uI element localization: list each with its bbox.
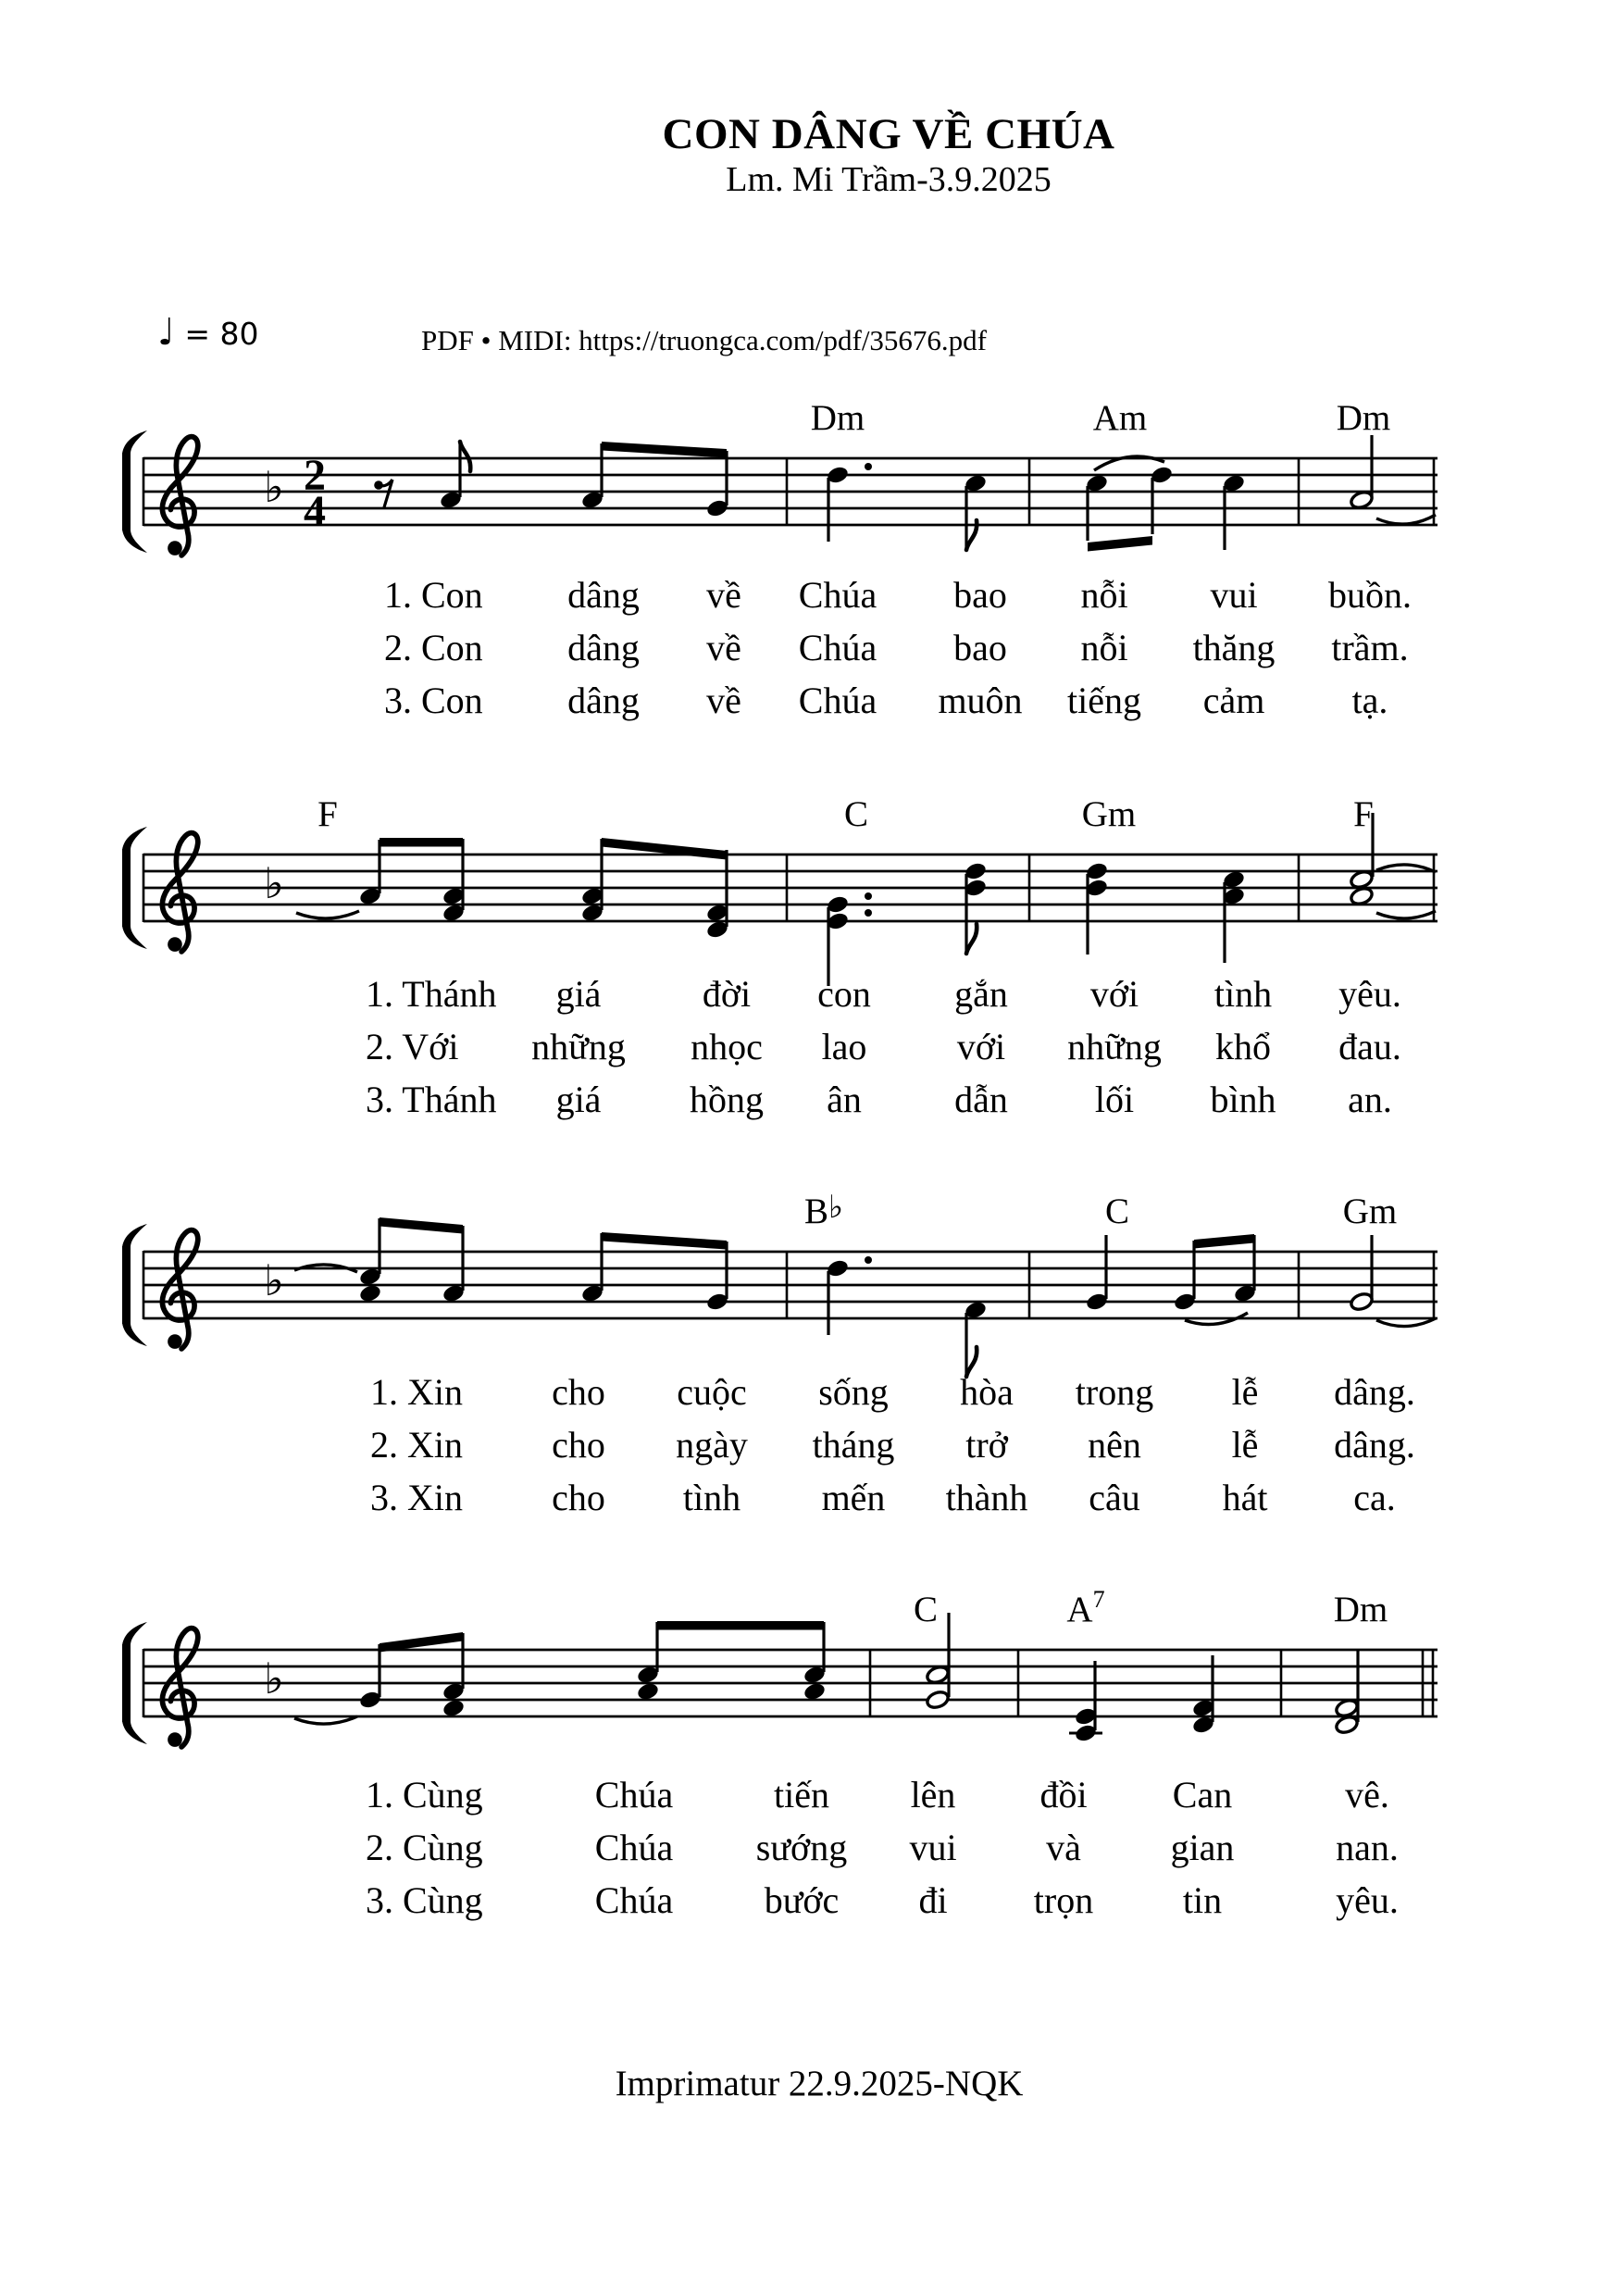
lyric-word: bao [953, 627, 1007, 668]
lyric-word: tiến [774, 1774, 829, 1816]
chord-label: F [1353, 794, 1374, 834]
lyric-word: Chúa [594, 1827, 674, 1868]
lyric-word: dâng [567, 627, 640, 668]
bracket-hook-top [122, 827, 147, 850]
bracket-hook-bottom [122, 926, 147, 949]
system-1 [122, 398, 1438, 555]
beam [380, 838, 463, 847]
bracket-hook-bottom [122, 1721, 147, 1744]
lyric-word: lao [821, 1026, 867, 1067]
verse-start: 3. Cùng [366, 1879, 483, 1921]
tie [1376, 515, 1436, 524]
system-2 [122, 794, 1438, 986]
beam [602, 442, 727, 458]
tie [1376, 911, 1436, 918]
pdf-midi-link-line[interactable]: PDF • MIDI: https://truongca.com/pdf/35676.pdf [421, 324, 988, 356]
lyric-word: an. [1348, 1079, 1392, 1120]
lyric-word: nỗi [1080, 627, 1128, 668]
lyric-word: gắn [954, 973, 1008, 1015]
lyric-word: thành [945, 1477, 1028, 1518]
system-bracket [122, 1644, 131, 1722]
beam [657, 1621, 824, 1630]
lyric-word: trầm. [1331, 627, 1409, 668]
quarter-note-icon: ♩ [157, 311, 175, 354]
beam [602, 1232, 727, 1250]
lyric-word: tháng [812, 1424, 895, 1466]
chord-label: Gm [1081, 794, 1137, 834]
lyric-word: hòa [960, 1371, 1014, 1413]
lyric-word: Chúa [798, 627, 877, 668]
key-signature-flat: ♭ [264, 860, 284, 907]
bracket-hook-bottom [122, 1323, 147, 1346]
tempo-value: = 80 [184, 316, 259, 352]
lyric-word: dẫn [954, 1079, 1008, 1120]
key-signature-flat: ♭ [264, 1655, 284, 1703]
lyric-word: sống [818, 1371, 889, 1413]
verse-start: 1. Con [384, 574, 483, 616]
lyric-word: nỗi [1080, 574, 1128, 616]
lyric-word: buồn. [1328, 574, 1412, 616]
song-title: CON DÂNG VỀ CHÚA [662, 110, 1115, 158]
lyric-word: đời [702, 973, 752, 1015]
chord-label: Dm [1336, 398, 1391, 438]
lyric-word: sướng [755, 1827, 848, 1868]
lyric-word: ca. [1353, 1477, 1396, 1518]
treble-clef-icon [162, 1230, 197, 1349]
lyric-word: nhọc [691, 1026, 763, 1067]
verse-start: 2. Cùng [366, 1827, 483, 1868]
lyric-word: con [817, 973, 871, 1015]
lyric-word: yêu. [1336, 1879, 1399, 1921]
bracket-hook-top [122, 430, 147, 454]
lyric-word: giá [555, 1079, 602, 1120]
time-sig-denominator: 4 [304, 487, 326, 536]
lyric-word: câu [1089, 1477, 1140, 1518]
lyric-word: trong [1075, 1371, 1154, 1413]
verse-start: 3. Thánh [366, 1079, 497, 1120]
lyric-word: ân [827, 1079, 862, 1120]
lyric-word: trọn [1033, 1879, 1094, 1921]
lyric-word: Chúa [594, 1774, 674, 1816]
chord-label: Dm [810, 398, 865, 438]
lyric-word: khổ [1215, 1026, 1271, 1067]
lyric-word: về [706, 680, 741, 721]
verse-start: 3. Con [384, 680, 483, 721]
beam [1194, 1234, 1254, 1249]
lyric-word: cảm [1202, 680, 1265, 721]
lyric-word: dâng [567, 574, 640, 616]
verse-start: 3. Xin [370, 1477, 463, 1518]
lyric-word: dâng [567, 680, 640, 721]
chord-label: Am [1092, 398, 1148, 438]
lyric-word: vê. [1345, 1774, 1389, 1816]
verse-start: 2. Xin [370, 1424, 463, 1466]
augmentation-dot [865, 1256, 872, 1264]
lyric-word: tin [1182, 1879, 1223, 1921]
chord-label: C [843, 794, 869, 834]
time-sig-numerator: 2 [304, 451, 326, 500]
half-notehead [926, 1690, 951, 1710]
lyric-word: đau. [1338, 1026, 1401, 1067]
lyric-word: lễ [1231, 1371, 1259, 1413]
lyric-word: bao [953, 574, 1007, 616]
lyric-word: với [956, 1026, 1006, 1067]
chord-label: B♭ [803, 1189, 844, 1231]
tie [296, 911, 359, 918]
lyric-word: tình [682, 1477, 741, 1518]
lyric-word: giá [555, 973, 602, 1015]
lyric-word: lễ [1231, 1424, 1259, 1466]
lyric-word: tạ. [1351, 680, 1388, 721]
augmentation-dot [865, 892, 872, 900]
lyric-word: dâng. [1334, 1371, 1415, 1413]
lyric-word: lối [1094, 1079, 1135, 1120]
treble-clef-icon [162, 833, 197, 952]
lyric-word: thăng [1192, 627, 1276, 668]
lyric-word: trở [965, 1424, 1008, 1466]
chord-label: C [913, 1590, 939, 1629]
lyric-word: vui [1210, 574, 1258, 616]
lyric-word: Can [1172, 1774, 1233, 1816]
lyric-word: muôn [938, 680, 1023, 721]
lyric-word: bước [764, 1879, 840, 1921]
eighth-flag [460, 442, 470, 471]
imprimatur-line: Imprimatur 22.9.2025-NQK [615, 2064, 1024, 2103]
system-bracket [122, 849, 131, 927]
lyric-word: nên [1088, 1424, 1141, 1466]
key-signature-flat: ♭ [264, 1257, 284, 1304]
lyric-word: những [1067, 1026, 1162, 1067]
lyric-word: tình [1214, 973, 1273, 1015]
lyric-word: nan. [1336, 1827, 1399, 1868]
treble-clef-icon [162, 437, 197, 555]
lyric-word: Chúa [798, 574, 877, 616]
treble-clef-icon [162, 1628, 197, 1747]
half-notehead [1350, 1292, 1375, 1312]
system-bracket [122, 453, 131, 530]
verse-start: 2. Với [366, 1026, 459, 1067]
augmentation-dot [865, 463, 872, 470]
chord-label: F [317, 794, 338, 834]
beam [1088, 536, 1152, 552]
chord-label: Gm [1342, 1192, 1398, 1231]
lyric-word: những [531, 1026, 626, 1067]
verse-start: 1. Xin [370, 1371, 463, 1413]
chord-label: C [1104, 1192, 1130, 1231]
bracket-hook-top [122, 1622, 147, 1645]
bracket-hook-bottom [122, 530, 147, 553]
lyric-word: yêu. [1338, 973, 1401, 1015]
lyric-word: Chúa [594, 1879, 674, 1921]
bracket-hook-top [122, 1224, 147, 1247]
verse-start: 1. Cùng [366, 1774, 483, 1816]
lyric-word: bình [1210, 1079, 1276, 1120]
lyric-word: với [1089, 973, 1139, 1015]
composer-line: Lm. Mi Trầm-3.9.2025 [726, 160, 1052, 199]
eighth-rest-icon [377, 480, 392, 507]
lyric-word: cho [552, 1477, 605, 1518]
lyric-word: đồi [1039, 1774, 1088, 1816]
lyric-word: về [706, 627, 741, 668]
system-3 [122, 1189, 1438, 1377]
lyric-word: hát [1222, 1477, 1268, 1518]
lyric-word: cuộc [677, 1371, 747, 1413]
beam [602, 838, 727, 860]
lyric-word: hồng [690, 1079, 764, 1120]
chord-label: $A^7$ [1066, 1586, 1105, 1629]
lyric-word: vui [909, 1827, 957, 1868]
lyric-word: cho [552, 1371, 605, 1413]
lyric-word: đi [918, 1879, 948, 1921]
lyric-word: Chúa [798, 680, 877, 721]
lyric-word: gian [1170, 1827, 1235, 1868]
lyric-word: dâng. [1334, 1424, 1415, 1466]
lyric-word: mến [821, 1477, 886, 1518]
lyric-word: về [706, 574, 741, 616]
verse-start: 1. Thánh [366, 973, 497, 1015]
lyric-word: và [1046, 1827, 1081, 1868]
lyric-word: lên [910, 1774, 956, 1816]
key-signature-flat: ♭ [264, 464, 284, 511]
eighth-flag [966, 924, 977, 954]
lyric-word: cho [552, 1424, 605, 1466]
lyric-word: tiếng [1067, 680, 1141, 721]
lyric-word: ngày [676, 1424, 748, 1466]
augmentation-dot [865, 909, 872, 917]
beam [380, 1217, 463, 1234]
system-4 [122, 1586, 1438, 1747]
chord-label: Dm [1333, 1590, 1388, 1629]
system-bracket [122, 1246, 131, 1324]
verse-start: 2. Con [384, 627, 483, 668]
